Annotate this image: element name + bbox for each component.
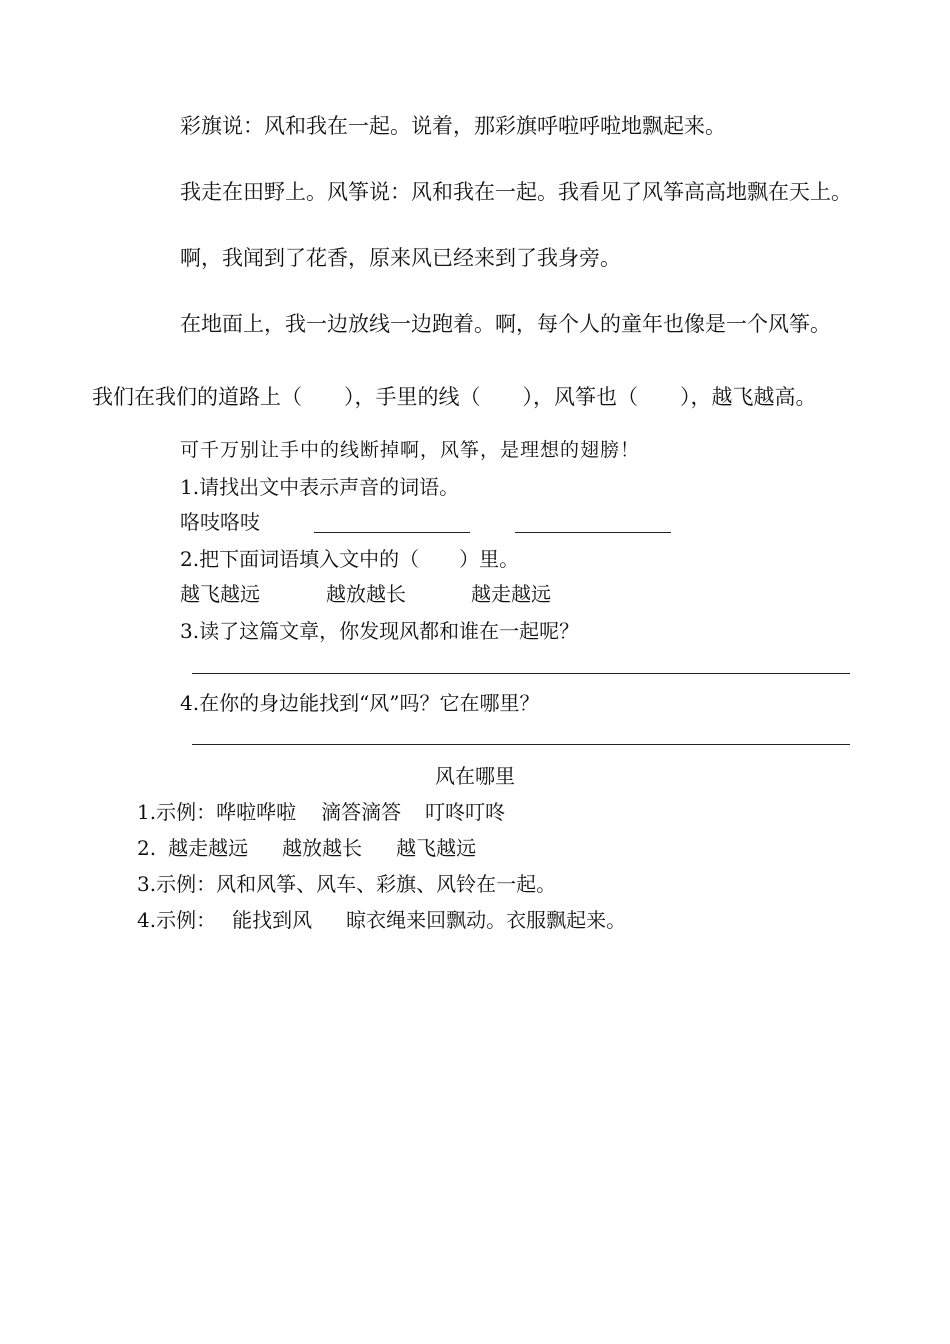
answer-2-item-3: 越飞越远 bbox=[396, 836, 477, 860]
question-1-example: 咯吱咯吱 bbox=[180, 510, 260, 534]
story-paragraph-4: 在地面上，我一边放线一边跑着。啊，每个人的童年也像是一个风筝。 bbox=[180, 312, 831, 336]
story-paragraph-5: 我们在我们的道路上（ ），手里的线（ ），风筝也（ ），越飞越高。 bbox=[92, 385, 817, 409]
answer-2 bbox=[137, 838, 476, 858]
answer-title: 风在哪里 bbox=[435, 764, 515, 788]
q2-word-2: 越放越长 bbox=[326, 582, 406, 606]
answer-4-part-1: 能找到风 bbox=[232, 908, 313, 932]
question-3: 3.读了这篇文章，你发现风都和谁在一起呢？ bbox=[180, 619, 580, 643]
answer-2-prefix: 2. bbox=[137, 836, 157, 860]
question-1: 1.请找出文中表示声音的词语。 bbox=[180, 475, 460, 499]
story-paragraph-3: 啊，我闻到了花香，原来风已经来到了我身旁。 bbox=[180, 246, 621, 270]
answer-4 bbox=[137, 910, 626, 930]
answer-1-item-1: 哗啦哗啦 bbox=[216, 800, 297, 824]
q2-word-1: 越飞越远 bbox=[180, 582, 260, 606]
story-paragraph-1: 彩旗说：风和我在一起。说着，那彩旗呼啦呼啦地飘起来。 bbox=[180, 114, 726, 138]
q2-word-3: 越走越远 bbox=[471, 582, 551, 606]
answer-1 bbox=[137, 802, 505, 822]
story-paragraph-6: 可千万别让手中的线断掉啊，风筝，是理想的翅膀！ bbox=[180, 439, 641, 461]
answer-line-3[interactable] bbox=[192, 673, 850, 674]
answer-3: 3.示例：风和风筝、风车、彩旗、风铃在一起。 bbox=[137, 872, 557, 896]
answer-2-item-2: 越放越长 bbox=[282, 836, 363, 860]
answer-line-4[interactable] bbox=[192, 744, 850, 745]
answer-blank-2[interactable] bbox=[515, 532, 671, 533]
answer-1-item-2: 滴答滴答 bbox=[321, 800, 402, 824]
answer-1-prefix: 1.示例： bbox=[137, 800, 217, 824]
answer-1-item-3: 叮咚叮咚 bbox=[425, 800, 506, 824]
answer-blank-1[interactable] bbox=[314, 532, 470, 533]
story-paragraph-2: 我走在田野上。风筝说：风和我在一起。我看见了风筝高高地飘在天上。 bbox=[180, 180, 852, 204]
question-4: 4.在你的身边能找到“风”吗？它在哪里？ bbox=[180, 691, 540, 715]
question-2: 2.把下面词语填入文中的（ ）里。 bbox=[180, 547, 520, 571]
answer-4-part-2: 晾衣绳来回飘动。衣服飘起来。 bbox=[346, 908, 627, 932]
answer-4-prefix: 4.示例： bbox=[137, 908, 217, 932]
answer-2-item-1: 越走越远 bbox=[168, 836, 249, 860]
